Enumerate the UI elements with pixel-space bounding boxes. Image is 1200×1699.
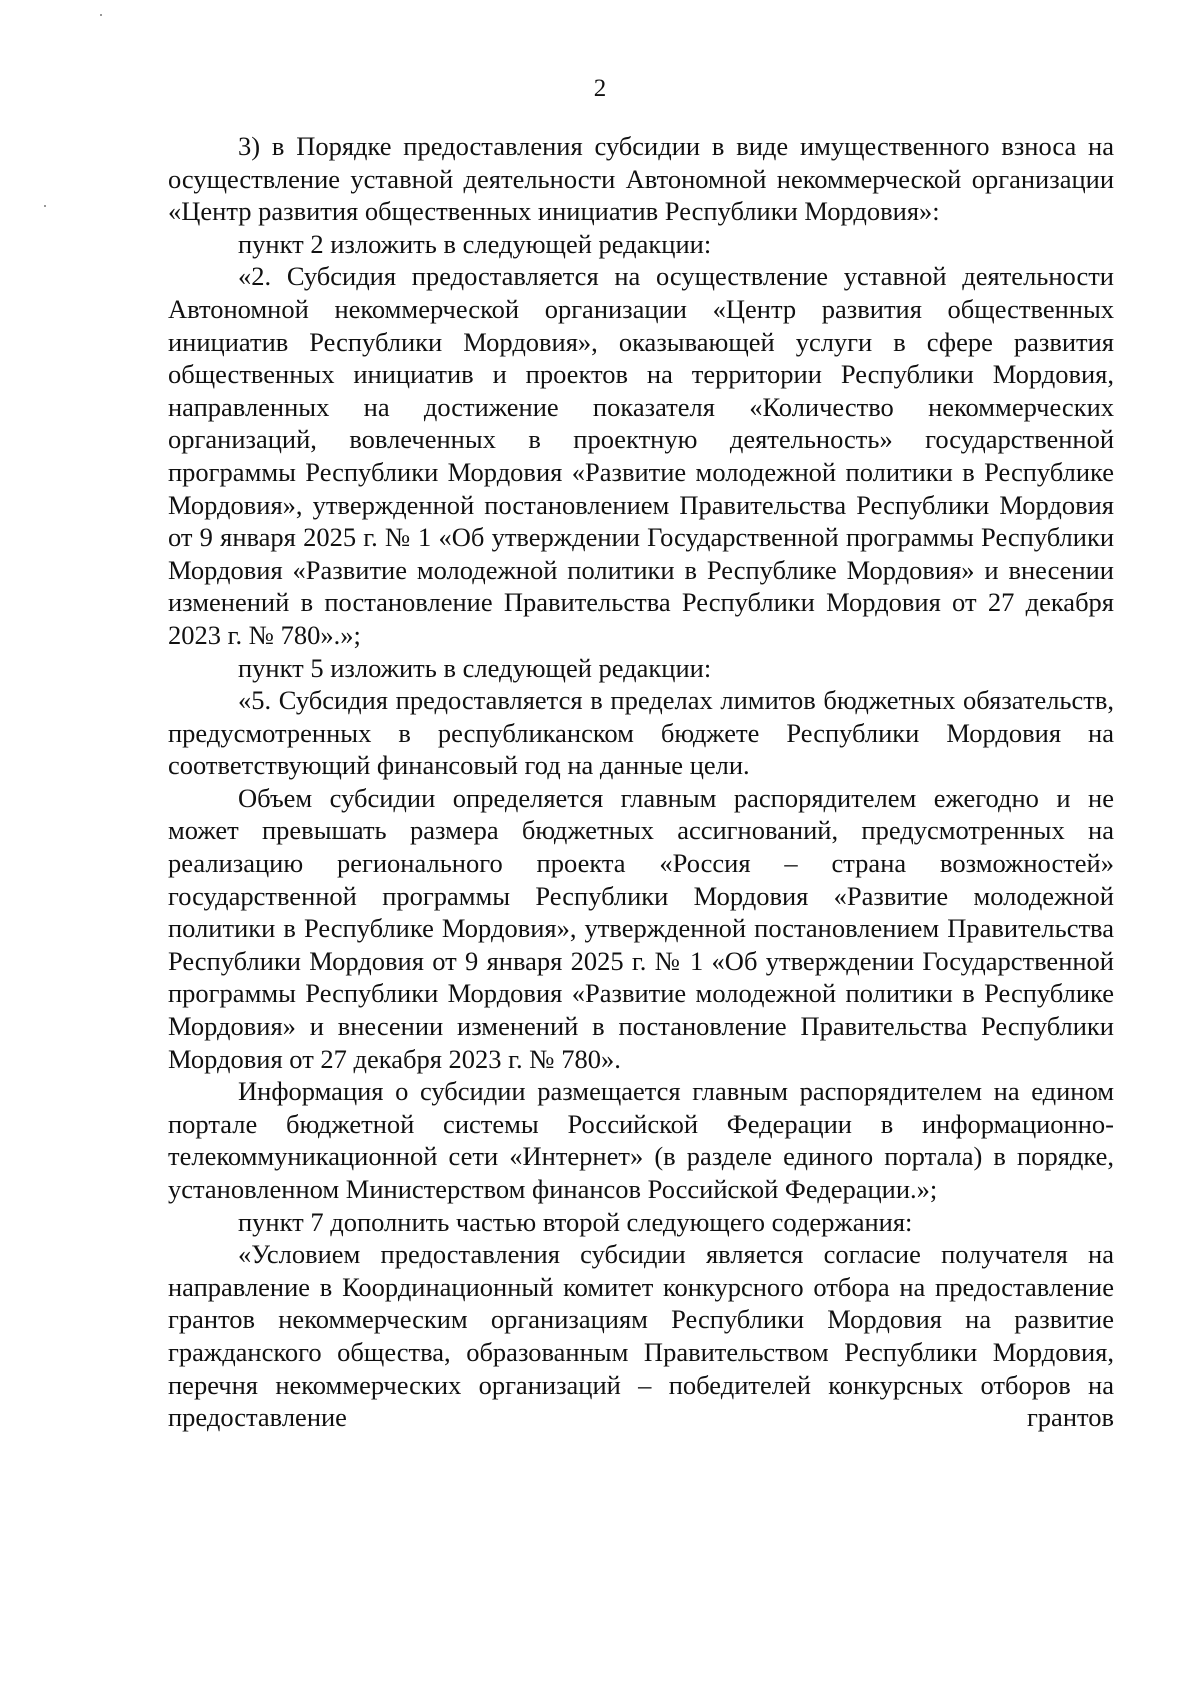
subsidy-info-paragraph: Информация о субсидии размещается главным распорядителем на едином портале бюджетной системы Российской Федерации в информационно-телекоммуникационной сети «Интернет» (в разделе единого портала) в порядке, установленном Министерством финансов Российской Федерации.»; bbox=[168, 1076, 1114, 1204]
new-text-point-5: «5. Субсидия предоставляется в пределах лимитов бюджетных обязательств, предусмотренных в республиканском бюджете Республики Мордовия на соответствующий финансовый год на данные цели. bbox=[168, 685, 1114, 781]
scan-speck bbox=[44, 205, 46, 207]
paragraph-item-3: 3) в Порядке предоставления субсидии в виде имущественного взноса на осуществление уставной деятельности Автономной некоммерческой организации «Центр развития общественных инициатив Республики Мордовия»: bbox=[168, 131, 1114, 227]
document-body bbox=[168, 130, 1114, 1434]
instruction-point-7: пункт 7 дополнить частью второй следующего содержания: bbox=[238, 1206, 913, 1237]
subsidy-volume-paragraph: Объем субсидии определяется главным распорядителем ежегодно и не может превышать размера бюджетных ассигнований, предусмотренных на реализацию регионального проекта «Россия – страна возможностей» государственной программы Республики Мордовия «Развитие молодежной политики в Республике Мордовия», утвержденной постановлением Правительства Республики Мордовия от 9 января 2025 г. № 1 «Об утверждении Государственной программы Республики Мордовия «Развитие молодежной политики в Республике Мордовия» и внесении изменений в постановление Правительства Республики Мордовия от 27 декабря 2023 г. № 780». bbox=[168, 782, 1114, 1074]
instruction-point-5: пункт 5 изложить в следующей редакции: bbox=[238, 652, 712, 683]
page-number: 2 bbox=[593, 75, 607, 102]
new-text-point-7: «Условием предоставления субсидии является согласие получателя на направление в Координационный комитет конкурсного отбора на предоставление грантов некоммерческим организациям Республики Мордовия на развитие гражданского общества, образованным Правительством Республики Мордовия, перечня некоммерческих организаций – победителей конкурсных отборов на предоставление грантов bbox=[168, 1239, 1114, 1433]
new-text-point-2: «2. Субсидия предоставляется на осуществление уставной деятельности Автономной некоммерческой организации «Центр развития общественных инициатив Республики Мордовия», оказывающей услуги в сфере развития общественных инициатив и проектов на территории Республики Мордовия, направленных на достижение показателя «Количество некоммерческих организаций, вовлеченных в проектную деятельность» государственной программы Республики Мордовия «Развитие молодежной политики в Республике Мордовия», утвержденной постановлением Правительства Республики Мордовия от 9 января 2025 г. № 1 «Об утверждении Государственной программы Республики Мордовия «Развитие молодежной политики в Республике Мордовия» и внесении изменений в постановление Правительства Республики Мордовия от 27 декабря 2023 г. № 780».»; bbox=[168, 261, 1114, 650]
instruction-point-2: пункт 2 изложить в следующей редакции: bbox=[238, 228, 712, 259]
scan-speck bbox=[100, 14, 102, 16]
